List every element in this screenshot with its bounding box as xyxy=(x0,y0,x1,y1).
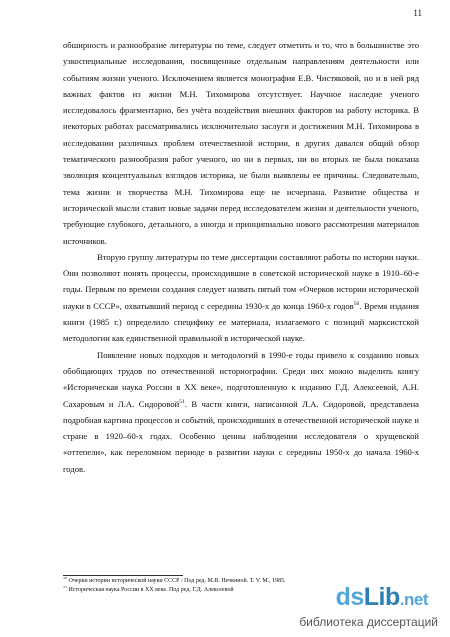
paragraph xyxy=(63,249,419,347)
page-number: 11 xyxy=(413,8,422,18)
footnote-text: Историческая наука России в XX веке. Под ред. Г.Д. Алексеевой xyxy=(67,587,234,593)
watermark-tagline: библиотека диссертаций xyxy=(299,615,438,629)
paragraph-text: . Время издания книги (1985 г.) определило специфику ее материала, излагаемого с позиций марксистской методологии как единственной правильной в исторической науке. xyxy=(63,300,420,344)
dslib-logo xyxy=(336,583,428,612)
paragraph-text: обширность и разнообразие литературы по теме, следует отметить и то, что в большинстве это узкоспециальные исследования, посвященные отдельным направлениям деятельности или событиям жизни ученого. Исключением является монография Е.В. Чистяковой, но и в ней ряд важных фактов из жизни М.Н. Тихомирова отсутствует. Научное наследие ученого исследовалось фрагментарно, без учёта воздействия внешних факторов на работу историка. В некоторых работах рассматривались исключительно заслуги и достижения М.Н. Тихомирова в исследовании различных проблем отечественной истории, в других давался общий обзор тематического разнообразия работ ученого, но ни в первых, ни во вторых не была показана эволюция концептуальных взглядов историка, не были выявлены ее причины. Следовательно, тема жизни и творчества М.Н. Тихомирова еще не исчерпана. Развитие общества и исторической мысли ставит новые задачи перед исследователем жизни и деятельности ученого, требующие глубокого, детального, а иногда и принципиально нового рассмотрения материалов источников. xyxy=(63,40,419,246)
footnote-ref-51[interactable]: 51 xyxy=(179,398,185,405)
footnote-ref-50[interactable]: 50 xyxy=(353,300,360,307)
paragraph-text: Вторую группу литературы по теме диссертации составляют работы по истории науки. Они позволяют понять процессы, происходившие в советской исторической науке в 1910–60-е годы. Первым по времени создания следует назвать пятый том «Очерков истории исторической науки в СССР», охватывший период с середины 1930-х до конца 1960-х годов xyxy=(63,251,419,311)
footnote-text: Очерки истории исторической науки СССР / Под ред. М.В. Нечкиной. Т. V. М., 1985. xyxy=(67,578,286,584)
logo-ds: ds xyxy=(335,583,364,611)
paragraph-text: . В части книги, написанной Л.А. Сидоровой, представлена подробная картина процессов и событий, происходивших в отечественной исторической науке и стране в 1920–60-х годах. Особенно ценны наблюдения исследователя о хрущевской «оттепели», как переломном периоде в развитии науки с середины 1950-х до начала 1960-х годов. xyxy=(63,398,419,474)
logo-tld: .net xyxy=(399,590,428,609)
paragraph xyxy=(63,347,419,477)
footnote-number: 50 xyxy=(63,577,67,580)
footnote-separator xyxy=(63,575,183,576)
paragraph-text: Появление новых подходов и методологий в 1990-е годы привело к созданию новых обобщающих трудов по отечественной историографии. Среди них можно выделить книгу «Историческая наука России в XX веке», подготовленную к изданию Г.Д. Алексеевой, А.Н. Сахаровым и Л.А. Сидоровой xyxy=(63,349,419,409)
dslib-watermark xyxy=(299,583,442,633)
document-body xyxy=(63,37,419,477)
logo-lib: Lib xyxy=(363,583,400,611)
paragraph xyxy=(63,37,419,249)
footnote-number: 51 xyxy=(63,586,67,589)
